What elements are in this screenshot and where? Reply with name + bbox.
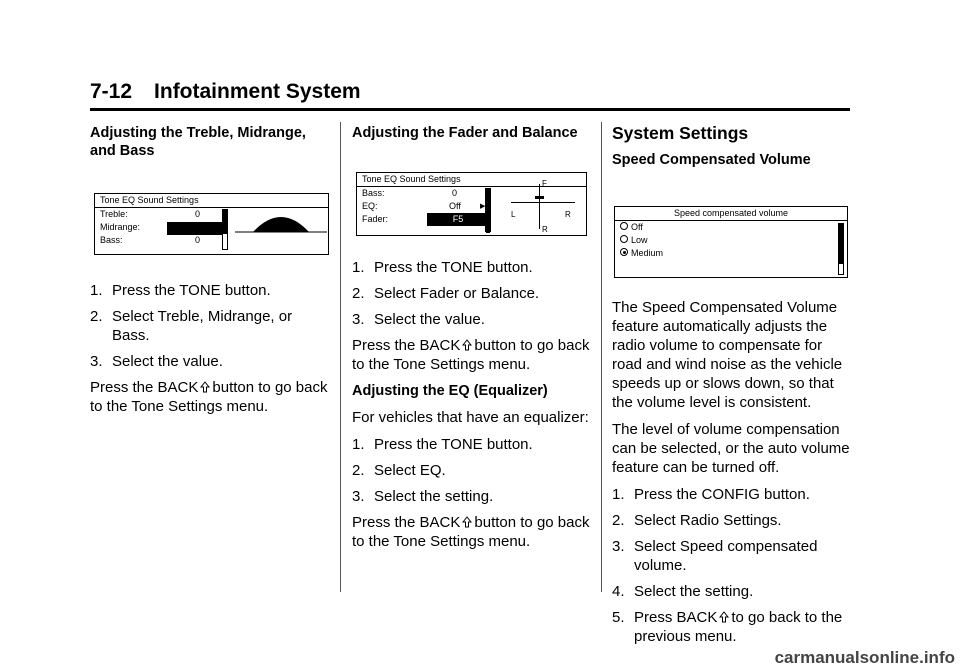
speed-volume-paragraph-2: The level of volume compensation can be selected, or the auto volume feature can be turned off. [612,421,850,476]
list-item: 2. Select Treble, Midrange, or Bass. [90,308,293,344]
midrange-label: Midrange: [100,222,141,232]
list-item: 1. Press the TONE button. [352,436,533,453]
fader-position-marker [535,196,544,199]
rear-label: R [542,225,548,234]
heading-eq: Adjusting the EQ (Equalizer) [352,383,548,399]
column-2 [352,124,592,559]
fader-balance-grid [507,173,587,235]
steps-list-2 [352,258,592,329]
list-item: 5. Press BACK to go back to the previous menu. [612,609,843,645]
eq-label: EQ: [362,201,378,211]
column-3 [612,124,852,653]
list-item: 2. Select Fader or Balance. [352,285,540,302]
treble-label: Treble: [100,209,128,219]
option-off[interactable]: Off [615,221,847,234]
back-arrow-icon [462,339,472,351]
column-divider-1 [340,122,341,592]
heading-speed-compensated-volume: Speed Compensated Volume [612,152,811,168]
fader-label: Fader: [362,214,389,224]
list-item: 1. Press the CONFIG button. [612,486,810,503]
watermark: carmanualsonline.info [774,648,955,667]
steps-list-4 [612,485,852,646]
tone-eq-screen-1 [94,193,329,255]
list-item: 3. Select Speed compensated volume. [612,538,818,574]
back-instruction-1: Press the BACK button to go back to the Tone Settings menu. [90,379,328,415]
fader-value-highlight: F5 [427,213,489,226]
scrollbar-thumb[interactable] [486,189,490,233]
speed-compensated-volume-screen [614,206,848,278]
back-arrow-icon [462,516,472,528]
list-item: 3. Select the setting. [352,488,494,505]
heading-treble-midrange-bass: Adjusting the Treble, Midrange, and Bass [90,125,306,159]
tone-eq-screen-2 [356,172,587,236]
back-instruction-2: Press the BACK button to go back to the Tone Settings menu. [352,337,590,373]
grid-horizontal-line [511,202,575,203]
header-rule [90,108,850,111]
back-instruction-3: Press the BACK button to go back to the Tone Settings menu. [352,514,590,550]
heading-system-settings: System Settings [612,123,749,143]
list-item: 1. Press the TONE button. [352,259,533,276]
steps-list-3 [352,435,592,506]
bass-label: Bass: [362,188,385,198]
steps-list-1 [90,281,330,371]
grid-vertical-line [539,184,540,229]
speed-volume-paragraph-1: The Speed Compensated Volume feature automatically adjusts the radio volume to compensate for road and wind noise as the vehicle speeds up or slows down, so that the volume level is consistent. [612,299,843,411]
heading-fader-balance: Adjusting the Fader and Balance [352,125,578,141]
column-divider-2 [601,122,602,592]
scrollbar[interactable] [485,188,491,232]
eq-value: Off [449,201,461,211]
scrollbar[interactable] [222,209,228,250]
list-item: 2. Select Radio Settings. [612,512,782,529]
page-number: 7-12 [90,80,133,103]
treble-value: 0 [195,209,201,219]
front-label: F [542,179,547,188]
section-title: Infotainment System [154,80,361,103]
radio-selected-icon[interactable] [620,248,628,256]
radio-icon[interactable] [620,222,628,230]
eq-curve-graphic [235,210,327,252]
list-item: 3. Select the value. [352,311,485,328]
page-header [90,80,850,111]
left-label: L [511,210,516,219]
midrange-highlight-bar [167,222,223,235]
radio-icon[interactable] [620,235,628,243]
bass-value: 0 [195,235,201,245]
eq-intro: For vehicles that have an equalizer: [352,409,589,426]
screen-title: Speed compensated volume [615,207,847,221]
bass-label: Bass: [100,235,123,245]
screen-title: Tone EQ Sound Settings [357,173,586,187]
column-1 [90,124,330,424]
right-label: R [565,210,571,219]
header-title [90,80,850,104]
list-item: 1. Press the TONE button. [90,282,271,299]
screen-title: Tone EQ Sound Settings [95,194,328,208]
option-low[interactable]: Low [615,234,847,247]
back-arrow-icon [719,611,729,623]
scrollbar-thumb[interactable] [839,224,843,264]
scrollbar[interactable] [838,223,844,275]
bass-value: 0 [452,188,458,198]
list-item: 3. Select the value. [90,353,223,370]
list-item: 2. Select EQ. [352,462,446,479]
scrollbar-thumb[interactable] [223,210,227,234]
option-medium[interactable]: Medium [615,247,847,260]
triangle-right-icon: ▶ [480,203,486,210]
list-item: 4. Select the setting. [612,583,754,600]
back-arrow-icon [200,381,210,393]
